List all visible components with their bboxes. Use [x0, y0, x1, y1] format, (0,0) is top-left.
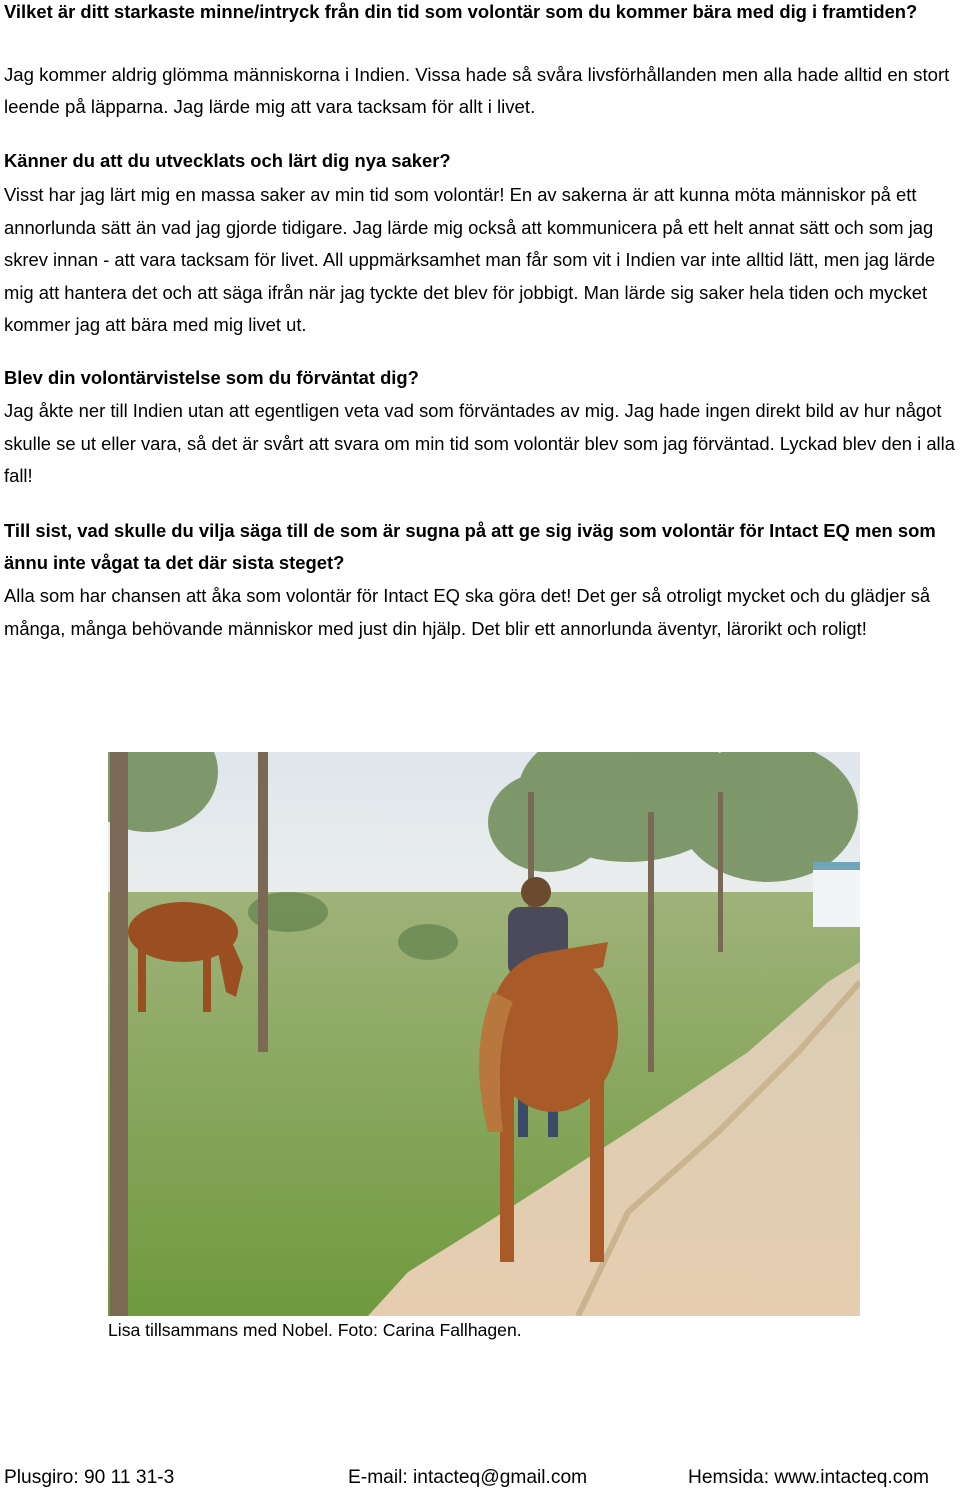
- question-1: Vilket är ditt starkaste minne/intryck från din tid som volontär som du kommer bära med dig i framtiden?: [4, 1, 918, 22]
- footer-email: E-mail: intacteq@gmail.com: [348, 1467, 588, 1488]
- footer-plusgiro: Plusgiro: 90 11 31-3: [4, 1467, 175, 1488]
- question-2: Känner du att du utvecklats och lärt dig nya saker?: [4, 150, 451, 171]
- question-3: Blev din volontärvistelse som du förväntat dig?: [4, 367, 419, 388]
- answer-3: Jag åkte ner till Indien utan att egentligen veta vad som förväntades av mig. Jag hade ingen direkt bild av hur något skulle se ut eller vara, så det är svårt att svara om min tid som volontär blev som jag förväntad. Lyckad blev den i alla fall!: [4, 400, 955, 486]
- answer-1: Jag kommer aldrig glömma människorna i Indien. Vissa hade så svåra livsförhållanden men alla hade alltid en stort leende på läpparna. Jag lärde mig att vara tacksam för allt i livet.: [4, 64, 950, 117]
- answer-2: Visst har jag lärt mig en massa saker av min tid som volontär! En av sakerna är att kunna möta människor på ett annorlunda sätt än vad jag gjorde tidigare. Jag lärde mig också att kommunicera på ett helt annat sätt och som jag skrev innan - att vara tacksam för livet. All uppmärksamhet man får som vit i Indien var inte alltid lätt, men jag lärde mig att hantera det och att säga ifrån när jag tyckte det blev för jobbigt. Man lärde sig saker hela tiden och mycket kommer jag att bära med mig livet ut.: [4, 184, 936, 335]
- footer-website: Hemsida: www.intacteq.com: [688, 1467, 929, 1488]
- question-4: Till sist, vad skulle du vilja säga till de som är sugna på att ge sig iväg som volontär för Intact EQ men som ännu inte vågat ta det där sista steget?: [4, 520, 936, 573]
- answer-4: Alla som har chansen att åka som volontär för Intact EQ ska göra det! Det ger så otroligt mycket och du glädjer så många, många behövande människor med just din hjälp. Det blir ett annorlunda äventyr, lärorikt och roligt!: [4, 585, 931, 639]
- horse-photo: [108, 752, 860, 1316]
- photo-caption: Lisa tillsammans med Nobel. Foto: Carina Fallhagen.: [108, 1320, 522, 1340]
